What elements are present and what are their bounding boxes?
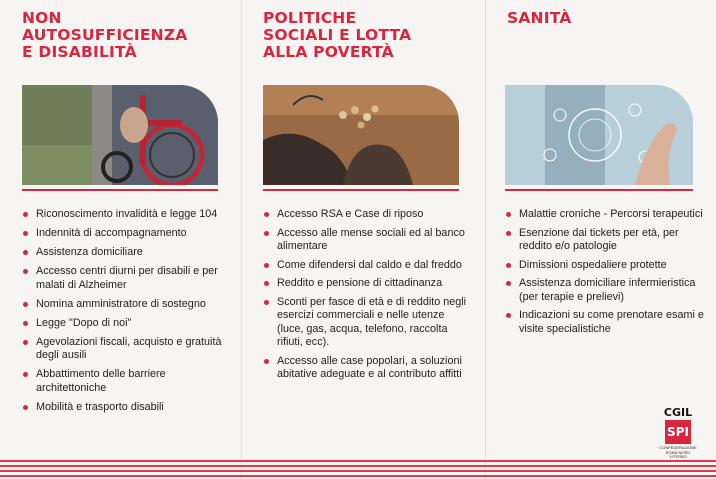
list-item: Assistenza domiciliare infermieristica (per terapie e prelievi) — [505, 277, 710, 304]
accent-bar — [22, 189, 218, 191]
list-item: Assistenza domiciliare — [22, 246, 227, 260]
cgil-spi-logo — [658, 407, 698, 467]
list-item: Riconoscimento invalidità e legge 104 — [22, 208, 227, 222]
list-item: Reddito e pensione di cittadinanza — [263, 277, 468, 291]
bullet-icon — [506, 231, 511, 236]
bullet-icon — [23, 250, 28, 255]
column-title: SANITÀ — [507, 9, 572, 27]
wheelchair-photo — [22, 85, 218, 185]
list-item: Indicazioni su come prenotare esami e visite specialistiche — [505, 309, 710, 336]
list-item: Sconti per fasce di età e di reddito negli esercizi commerciali e nelle utenze (luce, gas, acqua, telefono, raccolta rifiuti, ecc). — [263, 296, 468, 350]
list-item: Malattie croniche - Percorsi terapeutici — [505, 208, 710, 222]
bullet-icon — [23, 321, 28, 326]
bullet-icon — [264, 231, 269, 236]
bullet-icon — [23, 340, 28, 345]
list-item: Come difendersi dal caldo e dal freddo — [263, 259, 468, 273]
service-list — [22, 208, 227, 420]
list-item: Indennità di accompagnamento — [22, 227, 227, 241]
accent-bar — [505, 189, 693, 191]
bottom-stripe — [0, 460, 716, 462]
column-social-policies — [241, 0, 485, 479]
bullet-icon — [506, 263, 511, 268]
bullet-icon — [264, 281, 269, 286]
bullet-icon — [23, 231, 28, 236]
logo-subtitle: CONFEDERAZIONE ROMA NORD VITERBO — [659, 445, 697, 460]
list-item: Accesso alle mense sociali ed al banco alimentare — [263, 227, 468, 254]
list-item: Dimissioni ospedaliere protette — [505, 259, 710, 273]
bullet-icon — [23, 269, 28, 274]
bullet-icon — [23, 302, 28, 307]
list-item: Legge "Dopo di noi" — [22, 317, 227, 331]
column-disability — [0, 0, 241, 479]
column-title: NON AUTOSUFFICIENZA E DISABILITÀ — [22, 9, 188, 61]
bullet-icon — [264, 300, 269, 305]
list-item: Abbattimento delle barriere architettoniche — [22, 368, 227, 395]
list-item: Esenzione dai tickets per età, per reddito e/o patologie — [505, 227, 710, 254]
service-list — [263, 208, 468, 387]
bullet-icon — [264, 359, 269, 364]
service-list — [505, 208, 710, 341]
list-item: Accesso alle case popolari, a soluzioni abitative adeguate e al contributo affitti — [263, 355, 468, 382]
bullet-icon — [506, 281, 511, 286]
bullet-icon — [264, 212, 269, 217]
bullet-icon — [23, 372, 28, 377]
bottom-stripe — [0, 465, 716, 467]
bottom-stripe — [0, 470, 716, 472]
bullet-icon — [506, 212, 511, 217]
digital-health-photo — [505, 85, 693, 185]
bullet-icon — [264, 263, 269, 268]
logo-spi-box: SPI — [665, 420, 691, 444]
accent-bar — [263, 189, 459, 191]
column-title: POLITICHE SOCIALI E LOTTA ALLA POVERTÀ — [263, 9, 412, 61]
list-item: Accesso RSA e Case di riposo — [263, 208, 468, 222]
list-item: Accesso centri diurni per disabili e per malati di Alzheimer — [22, 265, 227, 292]
bottom-stripe — [0, 475, 716, 477]
bullet-icon — [23, 405, 28, 410]
coins-hands-photo — [263, 85, 459, 185]
bullet-icon — [506, 313, 511, 318]
list-item: Nomina amministratore di sostegno — [22, 298, 227, 312]
list-item: Mobilità e trasporto disabili — [22, 401, 227, 415]
logo-cgil-text: CGIL — [663, 406, 693, 419]
list-item: Agevolazioni fiscali, acquisto e gratuità degli ausili — [22, 336, 227, 363]
bullet-icon — [23, 212, 28, 217]
